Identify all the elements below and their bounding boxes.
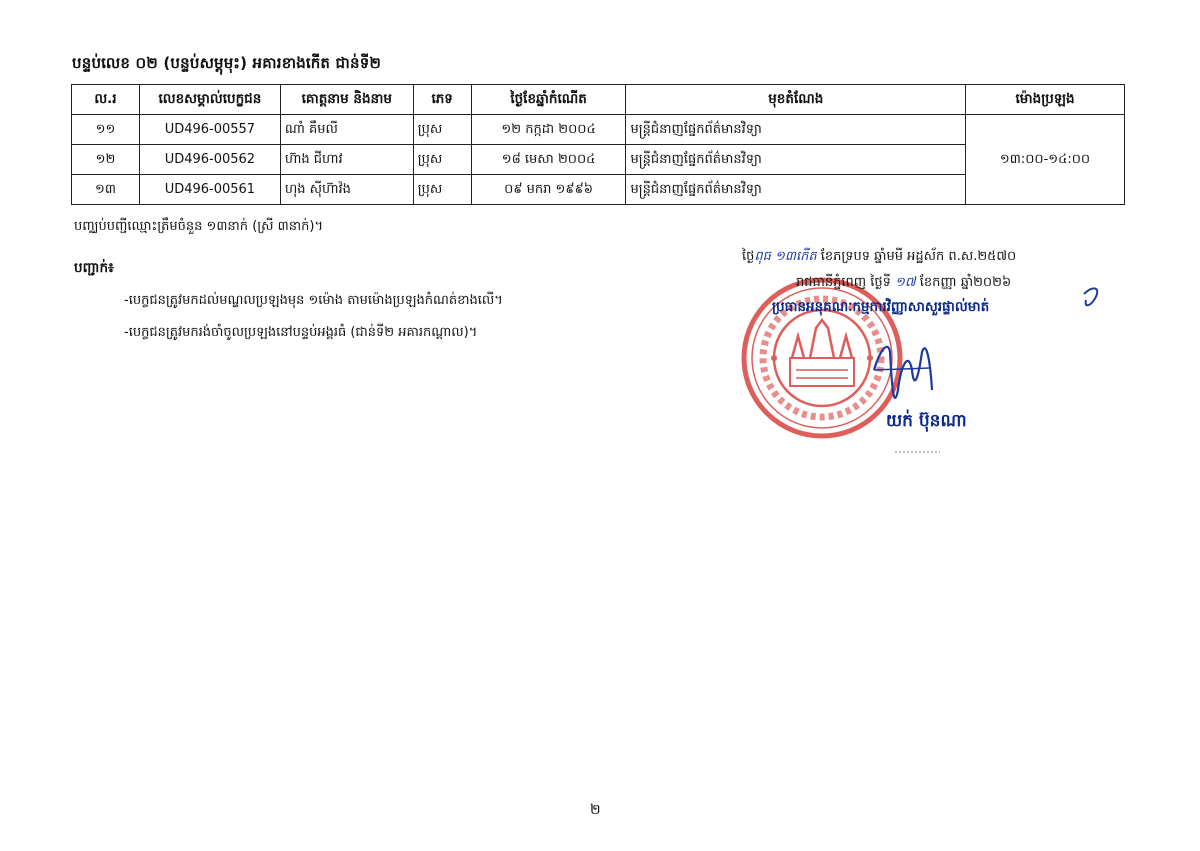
candidate-table: [71, 84, 1125, 205]
header-sex: ភេទ: [413, 85, 471, 115]
lunar-phase-handwritten: ១៣កើត: [775, 249, 817, 264]
cell-no: ១៣: [72, 175, 140, 205]
page-heading: បន្ទប់លេខ ០២ (បន្ទប់សម្តុមុះ) អគារខាងកើត ជាន់ទី២: [72, 54, 382, 72]
signatory-title: ប្រធានអនុគណៈកម្មការវិញ្ញាសាសួរផ្ទាល់មាត់: [772, 299, 990, 315]
cell-dob: ១២ កក្កដា ២០០៤: [471, 115, 626, 145]
cell-position: មន្ត្រីជំនាញផ្នែកព័ត៌មានវិទ្យា: [626, 145, 966, 175]
header-no: ល.រ: [72, 85, 140, 115]
note-item: -បេក្ខជនត្រូវមកដល់មណ្ឌលប្រឡងមុន ១ម៉ោង តាមម៉ោងប្រឡងកំណត់ខាងលើ។: [124, 293, 503, 308]
cell-sex: ប្រុស: [413, 115, 471, 145]
solar-day-handwritten: ១៧: [895, 275, 916, 290]
cell-candidate-id: UD496-00562: [139, 145, 280, 175]
signatory-name: យក់ ប៊ុនណា: [886, 411, 967, 431]
list-summary: បញ្ឈប់បញ្ជីឈ្មោះត្រឹមចំនួន ១៣នាក់ (ស្រី ៣នាក់)។: [74, 219, 324, 234]
header-name: គោត្តនាម និងនាម: [280, 85, 413, 115]
cell-position: មន្ត្រីជំនាញផ្នែកព័ត៌មានវិទ្យា: [626, 175, 966, 205]
cell-sex: ប្រុស: [413, 175, 471, 205]
cell-name: ហុង ស៊ីហ៊ាវ៉ង: [280, 175, 413, 205]
header-exam-time: ម៉ោងប្រឡង: [966, 85, 1125, 115]
notes-title: បញ្ជាក់៖: [74, 260, 114, 276]
cell-candidate-id: UD496-00557: [139, 115, 280, 145]
cell-name: ណាំ គឹមលី: [280, 115, 413, 145]
signature-block: [740, 240, 1140, 470]
header-dob: ថ្ងៃខែឆ្នាំកំណើត: [471, 85, 626, 115]
cell-exam-time: ១៣:០០-១៤:០០: [966, 115, 1125, 205]
page-number: ២: [590, 802, 601, 818]
cell-sex: ប្រុស: [413, 145, 471, 175]
solar-date-rest: ខែកញ្ញា ឆ្នាំ២០២៦: [919, 275, 1012, 290]
table-header-row: [72, 85, 1125, 115]
lunar-date-rest: ខែភទ្របទ ឆ្នាំមមី អដ្ឋស័ក ព.ស.២៥៧០: [820, 249, 1017, 264]
header-position: មុខតំណែង: [626, 85, 966, 115]
lunar-date-line: [742, 248, 1016, 267]
cell-dob: ០៩ មករា ១៩៩៦: [471, 175, 626, 205]
note-item: -បេក្ខជនត្រូវមករង់ចាំចូលប្រឡងនៅបន្ទប់អង្គរធំ (ជាន់ទី២ អគារកណ្តាល)។: [124, 325, 478, 340]
cell-no: ១២: [72, 145, 140, 175]
table-row: [72, 115, 1125, 145]
lunar-date-prefix: ថ្ងៃ: [742, 249, 755, 264]
cell-candidate-id: UD496-00561: [139, 175, 280, 205]
solar-date-line: [796, 274, 1011, 293]
cell-name: ហ៊ាង ជីហាវ: [280, 145, 413, 175]
cell-no: ១១: [72, 115, 140, 145]
solar-date-prefix: រាជធានីភ្នំពេញ ថ្ងៃទី: [796, 275, 891, 290]
cell-position: មន្ត្រីជំនាញផ្នែកព័ត៌មានវិទ្យា: [626, 115, 966, 145]
cell-dob: ១៨ មេសា ២០០៤: [471, 145, 626, 175]
header-candidate-id: លេខសម្គាល់បេក្ខជន: [139, 85, 280, 115]
lunar-day-handwritten: ពុធ: [754, 249, 771, 264]
